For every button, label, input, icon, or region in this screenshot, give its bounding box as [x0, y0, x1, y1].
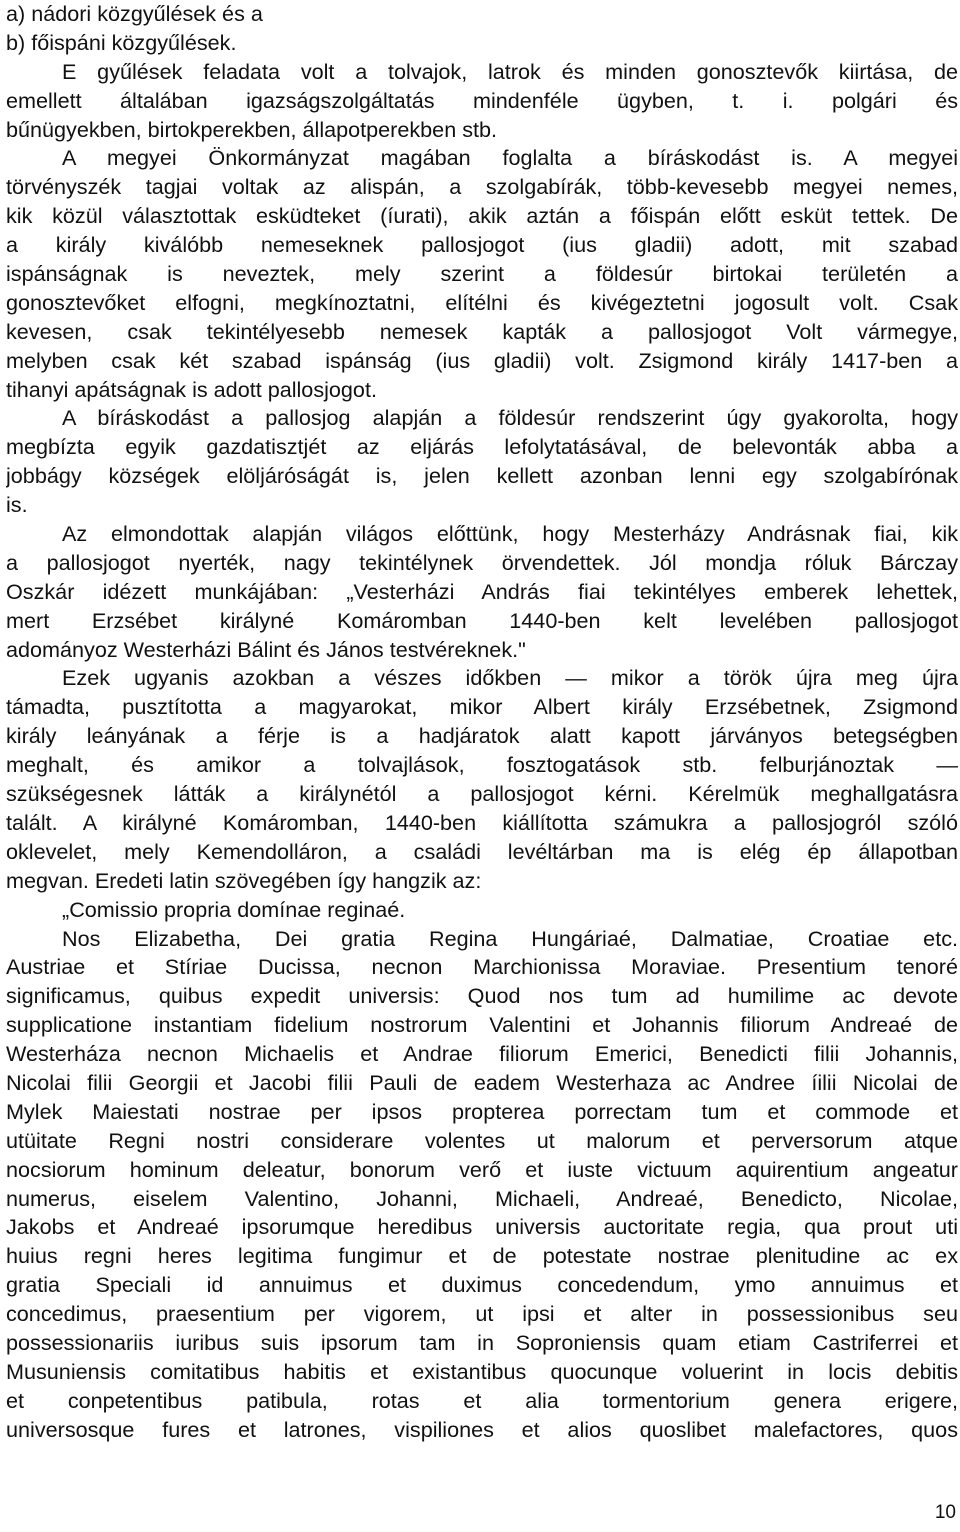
text-line: A megyei Önkormányzat magában foglalta a bíráskodást is. A megyei — [62, 145, 958, 171]
text-line: melyben csak két szabad ispánság (ius gladii) volt. Zsigmond király 1417-ben a — [6, 347, 958, 373]
text-line: E gyűlések feladata volt a tolvajok, latrok és minden gonosztevők kiirtása, de — [62, 58, 958, 84]
text-line: mert Erzsébet királyné Komáromban 1440-ben kelt levelében pallosjogot — [6, 607, 958, 633]
text-line: adományoz Westerházi Bálint és János testvéreknek." — [6, 636, 526, 662]
text-line: Musuniensis comitatibus habitis et existantibus quocunque voluerint in locis debitis — [6, 1358, 958, 1384]
text-line: megvan. Eredeti latin szövegében így hangzik az: — [6, 867, 482, 893]
text-line: Mylek Maiestati nostrae per ipsos propterea porrectam tum et commode et — [6, 1098, 958, 1124]
text-line: Ezek ugyanis azokban a vészes időkben — mikor a török újra meg újra — [62, 665, 958, 691]
text-line: Austriae et Stíriae Ducissa, necnon Marchionissa Moraviae. Presentium tenoré — [6, 954, 958, 980]
text-line: talált. A királyné Komáromban, 1440-ben kiállította számukra a pallosjogról szóló — [6, 809, 958, 835]
text-line: kevesen, csak tekintélyesebb nemesek kapták a pallosjogot Volt vármegye, — [6, 318, 958, 344]
text-line: is. — [6, 492, 28, 518]
text-line: concedimus, praesentium per vigorem, ut ipsi et alter in possessionibus seu — [6, 1301, 958, 1327]
text-line: kik közül választottak esküdteket (íurati), akik aztán a főispán előtt esküt tettek. De — [6, 203, 958, 229]
text-line: nocsiorum hominum deleatur, bonorum verő et iuste victuum aquirentium angeatur — [6, 1156, 958, 1182]
text-line: tihanyi apátságnak is adott pallosjogot. — [6, 376, 377, 402]
text-line: törvényszék tagjai voltak az alispán, a szolgabírák, több-kevesebb megyei nemes, — [6, 174, 958, 200]
text-line: et conpetentibus patibula, rotas et alia tormentorium genera erigere, — [6, 1387, 958, 1413]
text-line: A bíráskodást a pallosjog alapján a földesúr rendszerint úgy gyakorolta, hogy — [62, 405, 958, 431]
text-line: Nos Elizabetha, Dei gratia Regina Hungáriaé, Dalmatiae, Croatiae etc. — [62, 925, 958, 951]
text-line: megbízta egyik gazdatisztjét az eljárás lefolytatásával, de belevonták abba a — [6, 434, 958, 460]
text-line: támadta, pusztította a magyarokat, mikor Albert király Erzsébetnek, Zsigmond — [6, 694, 958, 720]
text-line: Nicolai filii Georgii et Jacobi filii Pauli de eadem Westerhaza ac Andree íilii Nicolai de — [6, 1069, 958, 1095]
text-line: possessionariis iuribus suis ipsorum tam in Soproniensis quam etiam Castriferrei et — [6, 1329, 958, 1355]
text-line: ispánságnak is neveztek, mely szerint a földesúr birtokai területén a — [6, 261, 958, 287]
text-line: Jakobs et Andreaé ipsorumque heredibus universis auctoritate regia, qua prout uti — [6, 1214, 958, 1240]
text-line: supplicatione instantiam fidelium nostrorum Valentini et Johannis filiorum Andreaé de — [6, 1012, 958, 1038]
text-line: Oszkár idézett munkájában: „Vesterházi András fiai tekintélyes emberek lehettek, — [6, 578, 958, 604]
text-line: oklevelet, mely Kemendolláron, a családi levéltárban ma is elég ép állapotban — [6, 838, 958, 864]
text-line: „Comissio propria domínae reginaé. — [62, 896, 406, 922]
text-line: király leányának a férje is a hadjáratok alatt kapott járványos betegségben — [6, 723, 958, 749]
text-line: gonosztevőket elfogni, megkínoztatni, elítélni és kivégeztetni jogosult volt. Csak — [6, 289, 958, 315]
text-line: bűnügyekben, birtokperekben, állapotperekben stb. — [6, 116, 498, 142]
text-line: meghalt, és amikor a tolvajlások, fosztogatások stb. felburjánoztak — — [6, 752, 958, 778]
text-line: a király kiválóbb nemeseknek pallosjogot (ius gladii) adott, mit szabad — [6, 232, 958, 258]
text-line: Az elmondottak alapján világos előttünk, hogy Mesterházy Andrásnak fiai, kik — [62, 521, 958, 547]
text-line: utüitate Regni nostri considerare volentes ut malorum et perversorum atque — [6, 1127, 958, 1153]
page-number: 10 — [934, 1502, 956, 1523]
text-line: Westerháza necnon Michaelis et Andrae filiorum Emerici, Benedicti filii Johannis, — [6, 1041, 958, 1067]
text-line: huius regni heres legitima fungimur et de potestate nostrae plenitudine ac ex — [6, 1243, 958, 1269]
text-line: gratia Speciali id annuimus et duximus concedendum, ymo annuimus et — [6, 1272, 958, 1298]
text-line: universosque fures et latrones, vispiliones et alios quoslibet malefactores, quos — [6, 1416, 958, 1442]
text-line: szükségesnek látták a királynétól a pallosjogot kérni. Kérelmük meghallgatásra — [6, 781, 958, 807]
text-line: significamus, quibus expedit universis: Quod nos tum ad humilime ac devote — [6, 983, 958, 1009]
document-body — [6, 0, 958, 1445]
text-line: a) nádori közgyűlések és a — [6, 1, 263, 26]
text-line: jobbágy községek elöljáróságát is, jelen kellett azonban lenni egy szolgabírónak — [6, 463, 958, 489]
text-line: numerus, eiselem Valentino, Johanni, Michaeli, Andreaé, Benedicto, Nicolae, — [6, 1185, 958, 1211]
text-line: emellett általában igazságszolgáltatás mindenféle ügyben, t. i. polgári és — [6, 87, 958, 113]
text-line: b) főispáni közgyűlések. — [6, 29, 237, 55]
text-line: a pallosjogot nyerték, nagy tekintélynek örvendettek. Jól mondja róluk Bárczay — [6, 549, 958, 575]
